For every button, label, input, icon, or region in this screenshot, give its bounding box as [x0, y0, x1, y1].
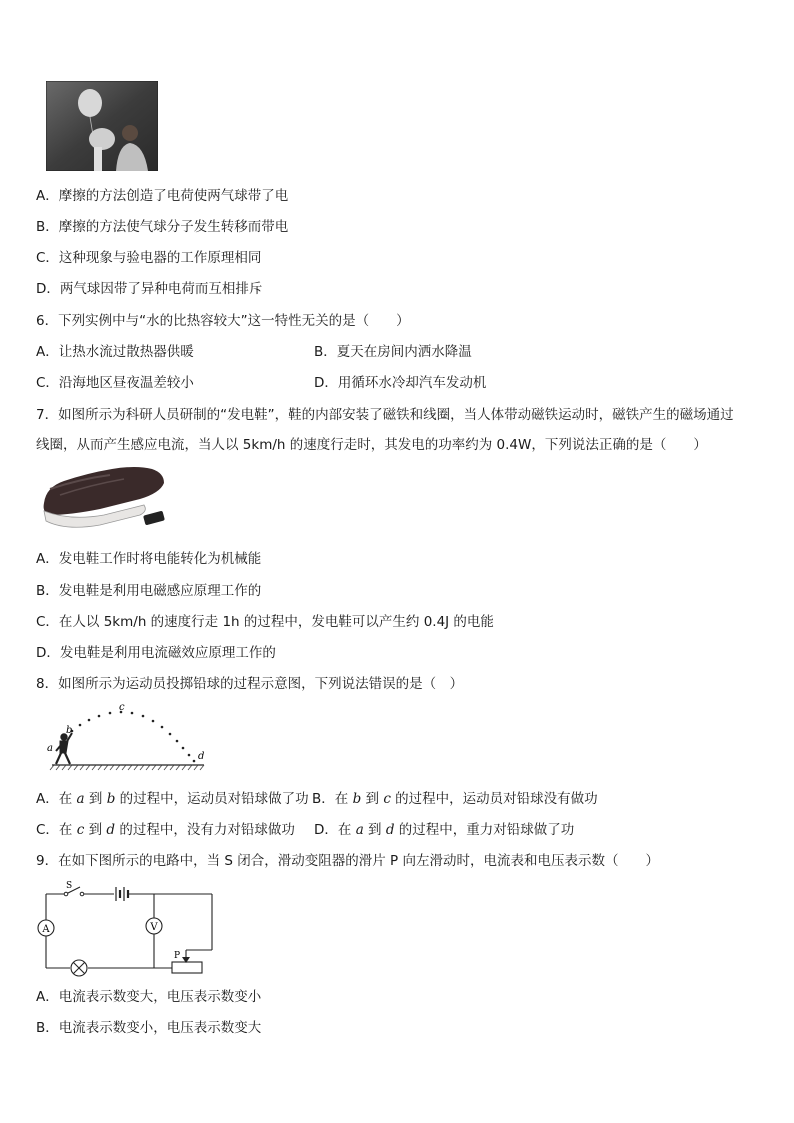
slider-label: P [174, 951, 181, 961]
q6-stem: 6．下列实例中与“水的比热容较大”这一特性无关的是（ ） [36, 313, 410, 329]
q9-stem: 9．在如下图所示的电路中，当 S 闭合，滑动变阻器的滑片 P 向左滑动时，电流表和电压表示数（ ） [36, 853, 659, 869]
voltmeter-label: V [150, 922, 158, 933]
q8-option-b: B．在 b 到 c 的过程中，运动员对铅球没有做功 [312, 791, 598, 807]
q7-option-d: D．发电鞋是利用电流磁效应原理工作的 [36, 645, 276, 661]
q9-option-b: B．电流表示数变小，电压表示数变大 [36, 1020, 262, 1036]
q8-option-a: A．在 a 到 b 的过程中，运动员对铅球做了功 [36, 791, 309, 807]
switch-label: S [66, 881, 73, 891]
q5-option-b: B．摩擦的方法使气球分子发生转移而带电 [36, 219, 289, 235]
q7-stem-line1: 7．如图所示为科研人员研制的“发电鞋”，鞋的内部安装了磁铁和线圈，当人体带动磁铁运动时，磁铁产生的磁场通过 [36, 407, 734, 423]
label-c: c [119, 703, 125, 713]
q5-option-c: C．这种现象与验电器的工作原理相同 [36, 250, 262, 266]
q9-option-a: A．电流表示数变大，电压表示数变小 [36, 989, 262, 1005]
balloon-photo [46, 81, 158, 171]
ammeter-label: A [42, 924, 50, 935]
q5-option-a: A．摩擦的方法创造了电荷使两气球带了电 [36, 188, 289, 204]
label-a: a [47, 743, 53, 754]
q8-stem: 8．如图所示为运动员投掷铅球的过程示意图，下列说法错误的是（ ） [36, 676, 464, 692]
q5-option-d: D．两气球因带了异种电荷而互相排斥 [36, 281, 263, 297]
q7-option-a: A．发电鞋工作时将电能转化为机械能 [36, 551, 262, 567]
q6-option-d: D．用循环水冷却汽车发动机 [314, 375, 487, 391]
q8-option-d: D．在 a 到 d 的过程中，重力对铅球做了功 [314, 822, 575, 838]
q7-stem-line2: 线圈，从而产生感应电流，当人以 5km/h 的速度行走时，其发电的功率约为 0.4W，下列说法正确的是（ ） [36, 437, 707, 453]
q6-option-c: C．沿海地区昼夜温差较小 [36, 375, 194, 391]
q7-option-b: B．发电鞋是利用电磁感应原理工作的 [36, 583, 262, 599]
q7-option-c: C．在人以 5km/h 的速度行走 1h 的过程中，发电鞋可以产生约 0.4J 的电能 [36, 614, 494, 630]
q8-option-c: C．在 c 到 d 的过程中，没有力对铅球做功 [36, 822, 295, 838]
label-d: d [198, 751, 205, 762]
shotput-trajectory-figure [44, 703, 212, 773]
circuit-diagram [36, 878, 220, 978]
q6-option-b: B．夏天在房间内洒水降温 [314, 344, 472, 360]
label-b: b [66, 725, 73, 736]
shoe-photo [40, 465, 168, 533]
q6-option-a: A．让热水流过散热器供暖 [36, 344, 194, 360]
